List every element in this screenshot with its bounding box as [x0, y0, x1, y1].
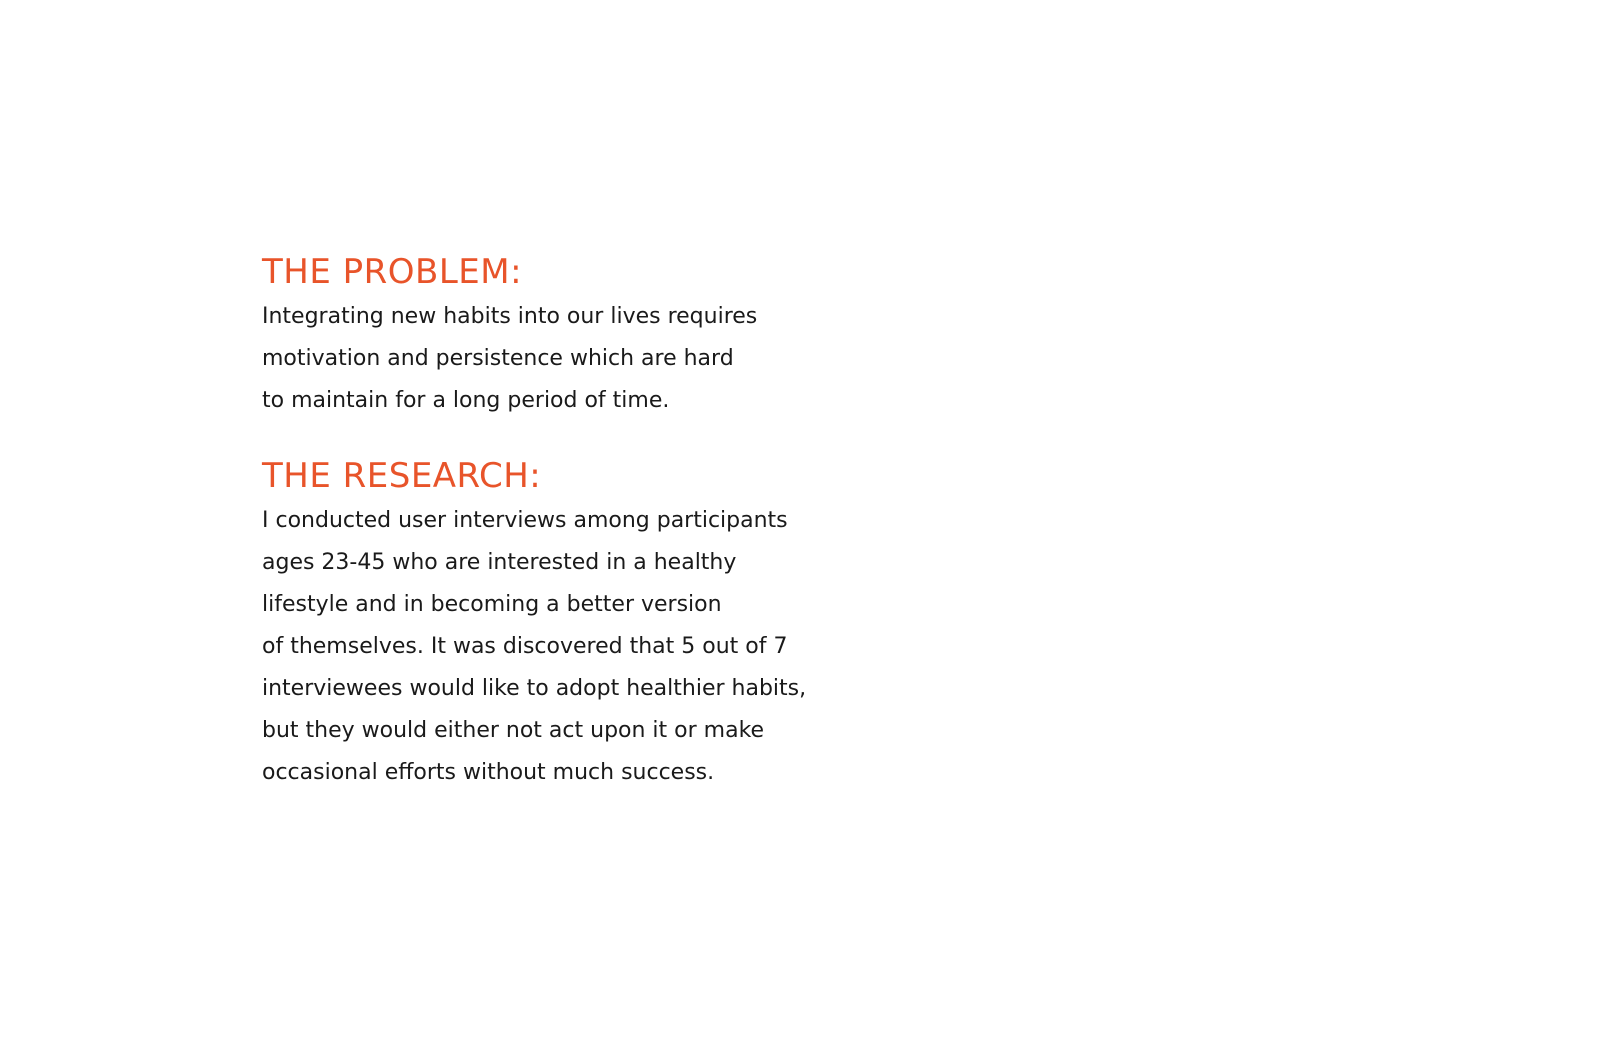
research-line: interviewees would like to adopt healthier habits, [262, 676, 807, 701]
problem-line: motivation and persistence which are hard [262, 346, 734, 371]
case-study-content [262, 252, 962, 794]
problem-heading: THE PROBLEM: [262, 252, 523, 292]
research-body [262, 500, 962, 794]
research-line: ages 23-45 who are interested in a healthy [262, 550, 737, 575]
research-heading: THE RESEARCH: [262, 456, 542, 496]
problem-body [262, 296, 962, 422]
research-line: but they would either not act upon it or make [262, 718, 765, 743]
research-line: of themselves. It was discovered that 5 out of 7 [262, 634, 788, 659]
research-line: I conducted user interviews among participants [262, 508, 788, 533]
problem-line: Integrating new habits into our lives requires [262, 304, 758, 329]
problem-section [262, 252, 962, 422]
research-line: lifestyle and in becoming a better version [262, 592, 722, 617]
research-section [262, 456, 962, 794]
research-line: occasional efforts without much success. [262, 760, 715, 785]
problem-line: to maintain for a long period of time. [262, 388, 670, 413]
